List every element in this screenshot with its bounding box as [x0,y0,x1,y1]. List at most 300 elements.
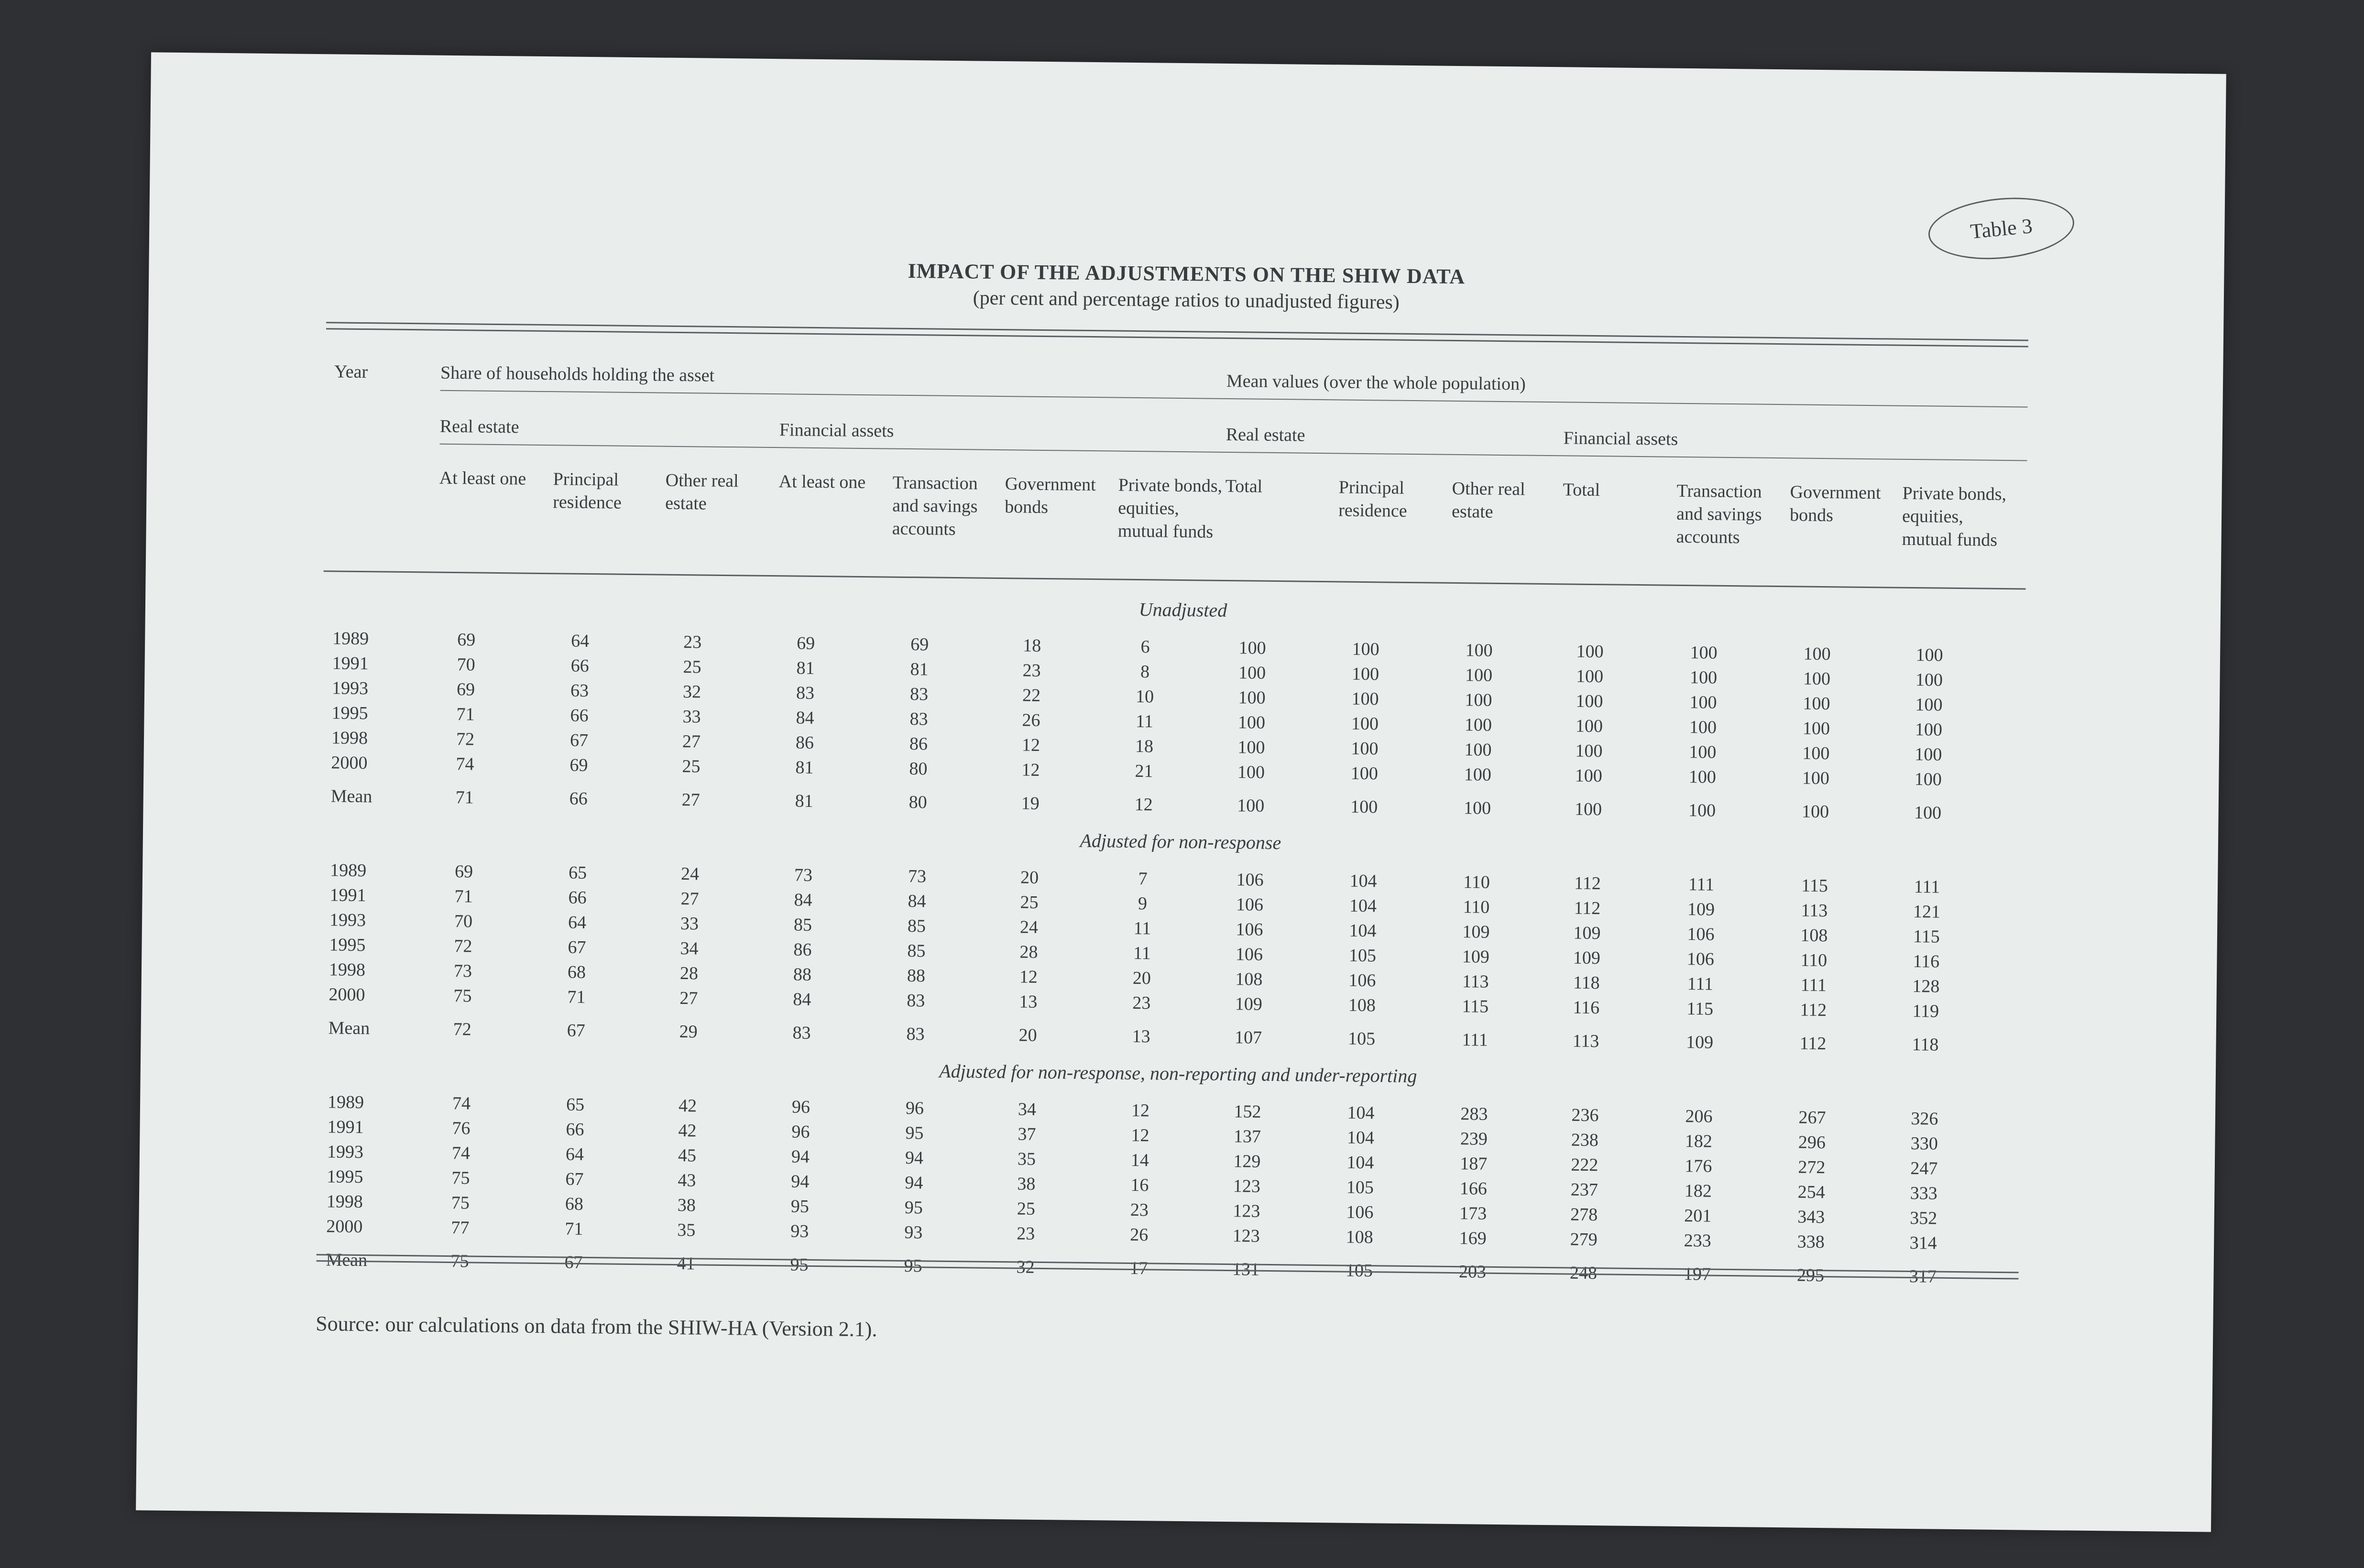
row-year-label: 1998 [331,728,368,749]
table-cell: 137 [1233,1126,1261,1147]
table-cell: 100 [1802,743,1830,764]
row-year-label: Mean [328,1018,370,1039]
table-cell: 14 [1130,1150,1149,1171]
table-cell: 96 [791,1097,810,1117]
top-double-rule [326,322,2028,347]
table-cell: 278 [1570,1204,1598,1225]
table-cell: 12 [1131,1125,1149,1146]
table-cell: 104 [1349,920,1377,941]
table-cell: 70 [457,654,475,675]
table-cell: 233 [1684,1230,1711,1251]
table-cell: 33 [680,914,699,934]
table-cell: 23 [1130,1199,1149,1220]
table-cell: 19 [1021,793,1040,814]
table-cell: 169 [1459,1228,1487,1249]
table-cell: 12 [1021,760,1040,780]
table-cell: 95 [904,1255,922,1276]
column-header: At least one [778,471,866,493]
table-cell: 12 [1021,735,1040,755]
header-mean-values: Mean values (over the whole population) [1226,370,1526,394]
section-title: Adjusted for non-response [1080,829,1281,854]
table-cell: 100 [1464,764,1492,785]
table-cell: 238 [1571,1130,1599,1151]
row-year-label: 1995 [329,935,366,956]
table-cell: 94 [905,1172,923,1193]
table-cell: 106 [1235,944,1263,965]
table-cell: 83 [796,683,815,703]
table-cell: 100 [1688,800,1716,821]
table-cell: 74 [456,754,474,774]
table-cell: 115 [1913,926,1940,947]
table-cell: 111 [1688,874,1715,895]
table-cell: 25 [1020,892,1039,913]
table-cell: 33 [682,707,701,727]
table-cell: 81 [795,791,813,811]
table-cell: 352 [1910,1208,1937,1229]
table-cell: 38 [677,1195,696,1216]
table-cell: 84 [794,890,812,910]
table-cell: 100 [1803,668,1831,689]
table-cell: 254 [1797,1182,1826,1203]
table-cell: 100 [1915,719,1943,740]
row-year-label: 2000 [326,1216,363,1237]
table-cell: 22 [1022,685,1041,706]
table-cell: 85 [907,941,926,961]
table-cell: 72 [456,729,475,750]
table-cell: 106 [1346,1202,1374,1223]
table-cell: 222 [1571,1154,1598,1176]
table-cell: 201 [1684,1206,1712,1226]
table-cell: 34 [1018,1099,1037,1120]
table-cell: 77 [451,1218,470,1238]
table-cell: 25 [683,657,701,677]
table-cell: 81 [910,659,929,680]
table-cell: 100 [1574,799,1602,820]
table-cell: 95 [904,1197,923,1218]
table-cell: 67 [567,1020,585,1041]
table-cell: 32 [1016,1257,1035,1277]
table-cell: 100 [1576,641,1604,662]
column-header: Other real estate [1451,478,1525,522]
table-cell: 35 [677,1220,696,1241]
table-cell: 95 [790,1196,810,1217]
table-cell: 104 [1346,1127,1375,1148]
column-header: Other real estate [665,470,739,514]
table-cell: 330 [1910,1133,1938,1154]
table-cell: 20 [1018,1025,1037,1045]
header-financial-assets-mean: Financial assets [1563,428,1678,449]
table-cell: 100 [1690,642,1718,663]
row-year-label: 1998 [328,959,366,980]
table-cell: 42 [678,1096,697,1116]
table-cell: 131 [1232,1259,1260,1280]
table-cell: 85 [793,915,812,935]
row-year-label: 1991 [327,1117,364,1138]
row-year-label: 1991 [332,653,369,674]
source-note: Source: our calculations on data from the SHIW-HA (Version 2.1). [316,1312,877,1341]
table-cell: 118 [1573,972,1600,993]
table-cell: 100 [1351,688,1379,709]
table-cell: 100 [1915,670,1943,690]
table-cell: 74 [452,1093,471,1114]
table-cell: 34 [680,938,699,959]
table-cell: 67 [569,730,589,751]
row-year-label: 1995 [331,703,368,724]
column-header: Private bonds, equities, mutual funds [1117,475,1223,542]
table-cell: 84 [796,708,814,728]
table-cell: 123 [1232,1226,1260,1246]
table-cell: 13 [1019,991,1038,1012]
table-cell: 104 [1349,871,1377,892]
table-cell: 239 [1460,1129,1488,1149]
table-cell: 118 [1912,1034,1939,1055]
table-cell: 296 [1798,1132,1826,1153]
header-real-estate-mean: Real estate [1226,424,1305,446]
table-cell: 106 [1236,919,1263,940]
table-cell: 113 [1801,900,1828,921]
table-cell: 100 [1237,795,1265,816]
table-cell: 314 [1909,1233,1937,1253]
row-year-label: Mean [330,786,372,807]
table-cell: 187 [1460,1154,1488,1174]
table-cell: 248 [1569,1263,1598,1284]
table-cell: 109 [1462,922,1490,942]
table-cell: 64 [565,1144,584,1165]
table-cell: 100 [1914,803,1942,823]
table-cell: 93 [904,1222,923,1243]
table-cell: 100 [1351,738,1379,759]
table-cell: 182 [1685,1131,1713,1152]
table-cell: 63 [570,680,589,701]
table-cell: 106 [1687,924,1715,945]
row-year-label: 1989 [332,628,369,649]
table-cell: 110 [1800,950,1828,971]
header-rule-2 [440,444,2027,461]
table-cell: 115 [1801,875,1828,896]
table-cell: 111 [1914,877,1940,897]
table-cell: 100 [1803,693,1830,714]
table-cell: 111 [1800,975,1827,996]
table-cell: 123 [1233,1201,1260,1221]
table-cell: 100 [1465,665,1493,686]
table-cell: 100 [1237,712,1266,733]
header-bottom-rule [324,570,2026,589]
table-cell: 42 [678,1121,697,1141]
section-title: Adjusted for non-response, non-reporting and under-reporting [939,1060,1417,1087]
row-year-label: 2000 [331,752,368,773]
table-cell: 100 [1689,692,1717,713]
table-cell: 333 [1910,1183,1938,1204]
table-cell: 108 [1800,925,1828,946]
table-cell: 26 [1022,710,1040,730]
table-cell: 75 [450,1251,469,1272]
table-cell: 111 [1687,974,1714,994]
table-cell: 74 [451,1143,471,1164]
table-cell: 26 [1130,1224,1149,1245]
table-cell: 73 [908,866,927,887]
table-cell: 116 [1913,951,1940,972]
table-cell: 10 [1135,686,1154,707]
table-cell: 267 [1798,1107,1826,1128]
table-cell: 272 [1798,1157,1826,1178]
column-header: Private bonds, equities, mutual funds [1902,483,2007,550]
table-cell: 81 [795,757,814,778]
table-cell: 109 [1462,947,1490,967]
table-cell: 73 [794,865,813,885]
table-cell: 100 [1575,716,1603,737]
table-cell: 16 [1130,1175,1149,1196]
table-cell: 83 [907,991,925,1011]
table-cell: 94 [791,1146,810,1167]
table-cell: 237 [1570,1179,1598,1200]
row-year-label: 1993 [329,910,366,931]
table-cell: 80 [909,759,928,779]
row-year-label: 1998 [326,1191,363,1212]
table-cell: 75 [451,1168,470,1188]
section-title: Unadjusted [1138,599,1227,621]
table-cell: 70 [454,911,473,932]
table-cell: 100 [1688,767,1717,787]
table-cell: 71 [455,787,474,808]
table-subtitle: (per cent and percentage ratios to unadjusted figures) [973,287,1400,314]
document-page [136,52,2226,1532]
table-cell: 112 [1799,1033,1827,1054]
table-cell: 13 [1132,1026,1150,1047]
table-cell: 73 [453,961,472,981]
table-cell: 104 [1346,1152,1374,1173]
table-cell: 76 [452,1118,471,1139]
table-cell: 20 [1020,867,1039,888]
table-cell: 27 [681,790,700,810]
table-cell: 66 [569,788,588,809]
table-number-badge: Table 3 [1926,192,2077,265]
table-cell: 95 [790,1254,809,1275]
table-cell: 27 [679,988,698,1009]
table-cell: 338 [1797,1231,1825,1252]
column-header: Total [1225,476,1263,497]
table-cell: 23 [683,632,702,653]
row-year-label: 1989 [329,860,367,881]
table-cell: 100 [1352,639,1379,660]
table-cell: 83 [792,1023,811,1043]
row-year-label: 1993 [331,678,369,699]
table-cell: 6 [1140,637,1150,657]
table-cell: 197 [1683,1264,1711,1285]
table-cell: 20 [1132,968,1151,989]
table-cell: 94 [791,1171,810,1192]
table-cell: 83 [909,709,928,730]
table-cell: 326 [1911,1109,1938,1129]
table-cell: 317 [1909,1266,1937,1287]
table-cell: 236 [1571,1105,1599,1126]
table-cell: 100 [1351,664,1379,685]
table-cell: 25 [682,756,700,777]
table-cell: 12 [1134,794,1153,815]
table-cell: 68 [567,962,586,982]
table-cell: 112 [1574,898,1601,919]
table-title: IMPACT OF THE ADJUSTMENTS ON THE SHIW DATA [908,259,1466,289]
table-cell: 12 [1019,967,1038,987]
table-cell: 100 [1464,740,1492,760]
table-cell: 100 [1915,744,1942,765]
table-cell: 166 [1459,1178,1488,1199]
table-cell: 88 [907,966,926,986]
table-cell: 72 [454,936,472,957]
table-cell: 75 [453,986,472,1006]
table-cell: 100 [1915,695,1943,715]
table-cell: 100 [1802,768,1830,789]
table-cell: 71 [565,1219,583,1239]
table-cell: 100 [1915,645,1943,665]
row-year-label: 1989 [327,1092,364,1113]
table-cell: 35 [1017,1149,1036,1169]
table-cell: 75 [451,1193,470,1213]
table-cell: 71 [567,987,586,1007]
table-cell: 12 [1131,1100,1150,1121]
table-cell: 69 [569,755,588,776]
table-cell: 106 [1348,970,1376,991]
table-cell: 65 [566,1094,585,1115]
table-cell: 112 [1800,1000,1827,1021]
table-cell: 100 [1238,663,1266,683]
table-cell: 100 [1465,690,1492,710]
table-cell: 109 [1573,923,1601,944]
row-year-label: 1991 [329,885,366,906]
column-header: Government bonds [1005,474,1096,518]
row-year-label: 1995 [327,1166,363,1187]
table-cell: 100 [1576,691,1603,712]
table-cell: 94 [905,1148,924,1168]
table-cell: 111 [1462,1030,1488,1050]
table-cell: 37 [1018,1124,1036,1144]
table-cell: 123 [1233,1176,1261,1197]
table-cell: 110 [1463,872,1490,893]
header-share-of-households: Share of households holding the asset [440,362,715,386]
table-cell: 96 [905,1098,924,1119]
table-cell: 100 [1803,643,1831,664]
table-cell: 81 [796,658,815,678]
table-cell: 105 [1346,1177,1374,1198]
table-cell: 69 [796,633,815,653]
column-header: At least one [439,468,526,489]
table-cell: 109 [1573,947,1601,969]
table-cell: 66 [568,887,587,908]
column-header: Principal residence [553,469,622,513]
table-cell: 108 [1235,969,1263,990]
table-cell: 115 [1462,996,1489,1017]
table-cell: 100 [1689,742,1717,762]
table-cell: 24 [680,864,700,884]
table-cell: 113 [1572,1031,1599,1052]
table-cell: 28 [1019,942,1038,962]
table-cell: 66 [570,655,589,676]
table-cell: 100 [1351,713,1379,734]
table-cell: 84 [908,891,926,912]
table-cell: 100 [1465,640,1493,661]
table-cell: 119 [1912,1001,1939,1022]
table-cell: 11 [1133,943,1151,964]
table-cell: 100 [1575,740,1603,762]
table-cell: 203 [1458,1262,1487,1282]
table-cell: 86 [795,732,814,753]
table-cell: 100 [1350,796,1378,817]
column-header: Principal residence [1338,477,1407,521]
table-cell: 69 [457,630,476,650]
table-cell: 279 [1570,1229,1598,1250]
table-cell: 23 [1132,992,1151,1013]
table-cell: 295 [1796,1265,1825,1286]
table-cell: 24 [1019,917,1039,937]
table-cell: 80 [908,792,927,813]
header-real-estate-share: Real estate [439,416,519,437]
table-cell: 100 [1237,737,1265,758]
table-cell: 11 [1133,918,1151,939]
table-cell: 100 [1576,666,1604,687]
table-cell: 64 [571,631,590,652]
row-year-label: 2000 [328,984,365,1005]
table-cell: 83 [909,684,929,705]
table-cell: 109 [1687,899,1715,920]
table-cell: 18 [1135,736,1154,757]
table-cell: 64 [568,912,587,933]
column-header: Government bonds [1789,482,1881,526]
table-cell: 83 [906,1024,925,1045]
table-cell: 106 [1236,870,1264,890]
table-cell: 206 [1685,1106,1713,1127]
table-cell: 115 [1686,999,1714,1019]
table-cell: 108 [1346,1227,1373,1248]
table-cell: 23 [1017,1223,1035,1244]
table-cell: 84 [793,989,811,1010]
table-cell: 129 [1233,1151,1261,1172]
table-cell: 100 [1689,667,1718,688]
table-cell: 100 [1575,765,1603,786]
table-cell: 100 [1350,763,1379,784]
table-cell: 109 [1685,1032,1714,1053]
table-cell: 27 [680,889,699,909]
table-cell: 105 [1345,1260,1373,1281]
table-cell: 23 [1022,660,1041,681]
table-cell: 32 [682,682,701,702]
table-cell: 107 [1234,1027,1262,1048]
table-cell: 71 [456,704,475,725]
table-cell: 68 [565,1194,584,1214]
table-cell: 100 [1238,687,1266,708]
table-cell: 67 [565,1169,584,1189]
table-cell: 100 [1914,769,1942,790]
table-cell: 106 [1236,894,1264,915]
table-cell: 105 [1347,1028,1376,1049]
table-cell: 67 [564,1252,583,1273]
table-cell: 67 [568,937,586,958]
table-cell: 41 [677,1253,695,1274]
column-header: Total [1563,479,1600,501]
table-cell: 100 [1238,638,1266,658]
table-cell: 104 [1347,1102,1375,1123]
table-cell: 11 [1136,711,1154,732]
table-cell: 173 [1459,1203,1487,1224]
table-cell: 106 [1686,949,1715,969]
table-cell: 100 [1801,801,1829,822]
table-cell: 108 [1348,995,1376,1016]
column-header: Transaction and savings accounts [892,472,978,540]
table-cell: 88 [793,964,812,985]
table-cell: 247 [1910,1158,1938,1179]
table-cell: 86 [793,939,812,960]
table-cell: 45 [678,1145,697,1166]
table-cell: 128 [1912,976,1940,997]
table-cell: 21 [1135,761,1153,782]
